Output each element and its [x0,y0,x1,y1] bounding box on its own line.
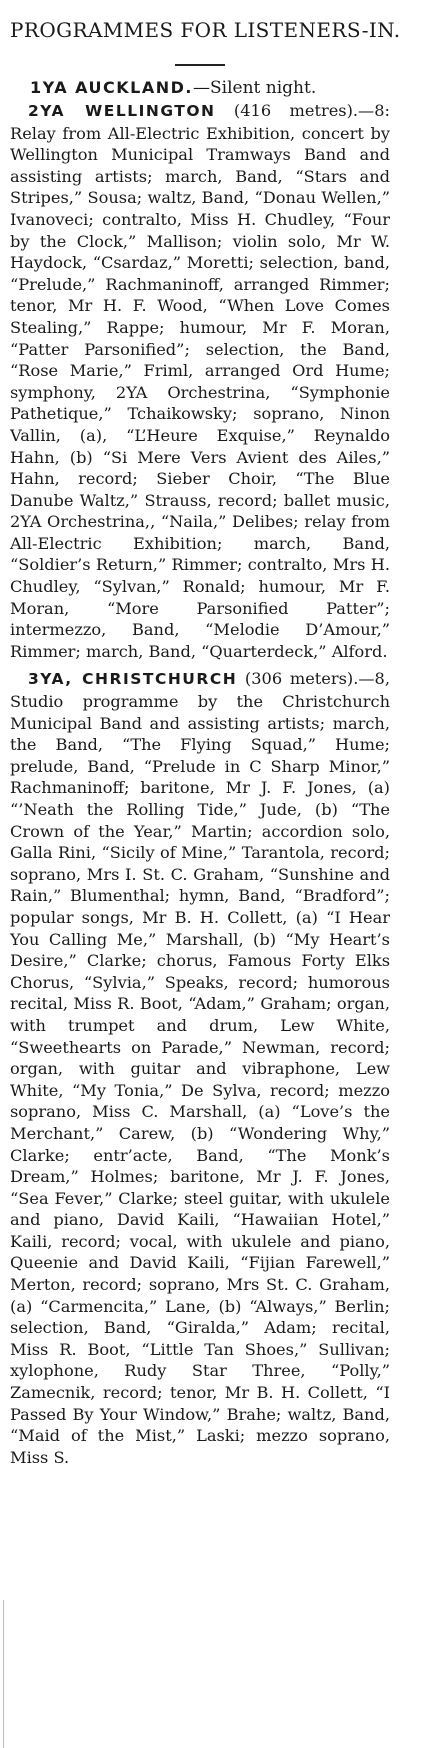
newspaper-column [10,0,401,1748]
station-name-christchurch: 3YA, CHRISTCHURCH [28,670,238,689]
christchurch-entry [10,668,390,1468]
auckland-note: —Silent night. [193,78,317,98]
column-edge-line [3,1600,4,1748]
title-divider [175,64,225,66]
wellington-programme: (416 metres).—8: Relay from All-Electric Exhibition, concert by Wellington Municipal Tramways Band and assisting artists; march, Band, “Stars and Stripes,” Sousa; waltz, Band, “Donau Wellen,” Ivanoveci; contralto, Miss H. Chudley, “Four by the Clock,” Mallison; violin solo, Mr W. Haydock, “Csardaz,” Moretti; selection, band, “Prelude,” Rachmaninoff, arranged Rimmer; tenor, Mr H. F. Wood, “When Love Comes Stealing,” Rappe; humour, Mr F. Moran, “Patter Parsonified”; selection, the Band, “Rose Marie,” Friml, arranged Ord Hume; symphony, 2YA Orchestrina, “Symphonie Pathetique,” Tchaikowsky; soprano, Ninon Vallin, (a), “L’Heure Exquise,” Reynaldo Hahn, (b) “Si Mere Vers Avient des Ailes,” Hahn, record; Sieber Choir, “The Blue Danube Waltz,” Strauss, record; ballet music, 2YA Orchestrina,, “Naila,” Delibes; relay from All-Electric Exhibition; march, Band, “Soldier’s Return,” Rimmer; contralto, Mrs H. Chudley, “Sylvan,” Ronald; humour, Mr F. Moran, “More Parsonified Patter”; intermezzo, Band, “Melodie D’Amour,” Rimmer; march, Band, “Quarterdeck,” Alford. [10,101,390,661]
station-name-wellington: 2YA WELLINGTON [28,102,216,120]
station-name-auckland: 1YA AUCKLAND. [30,78,193,97]
christchurch-programme: (306 meters).—8, Studio programme by the Christchurch Municipal Band and assisting artists; march, the Band, “The Flying Squad,” Hume; prelude, Band, “Prelude in C Sharp Minor,” Rachmaninoff; baritone, Mr J. F. Jones, (a) “’Neath the Rolling Tide,” Jude, (b) “The Crown of the Year,” Martin; accordion solo, Galla Rini, “Sicily of Mine,” Tarantola, record; soprano, Mrs I. St. C. Graham, “Sunshine and Rain,” Blumenthal; hymn, Band, “Bradford”; popular songs, Mr B. H. Collett, (a) “I Hear You Calling Me,” Marshall, (b) “My Heart’s Desire,” Clarke; chorus, Famous Forty Elks Chorus, “Sylvia,” Speaks, record; humorous recital, Miss R. Boot, “Adam,” Graham; organ, with trumpet and drum, Lew White, “Sweethearts on Parade,” Newman, record; organ, with guitar and vibraphone, Lew White, “My Tonia,” De Sylva, record; mezzo soprano, Miss C. Marshall, (a) “Love’s the Merchant,” Carew, (b) “Wondering Why,” Clarke; entr’acte, Band, “The Monk’s Dream,” Holmes; baritone, Mr J. F. Jones, “Sea Fever,” Clarke; steel guitar, with ukulele and piano, David Kaili, “Hawaiian Hotel,” Kaili, record; vocal, with ukulele and piano, Queenie and David Kaili, “Fijian Farewell,” Merton, record; soprano, Mrs St. C. Graham, (a) “Carmencita,” Lane, (b) “Always,” Berlin; selection, Band, “Giralda,” Adam; recital, Miss R. Boot, “Little Tan Shoes,” Sullivan; xylophone, Rudy Star Three, “Polly,” Zamecnik, record; tenor, Mr B. H. Collett, “I Passed By Your Window,” Brahe; waltz, Band, “Maid of the Mist,” Laski; mezzo soprano, Miss S. [10,669,390,1467]
auckland-entry [10,76,390,100]
wellington-entry [10,100,390,662]
page-title: PROGRAMMES FOR LISTENERS-IN. [10,18,401,42]
